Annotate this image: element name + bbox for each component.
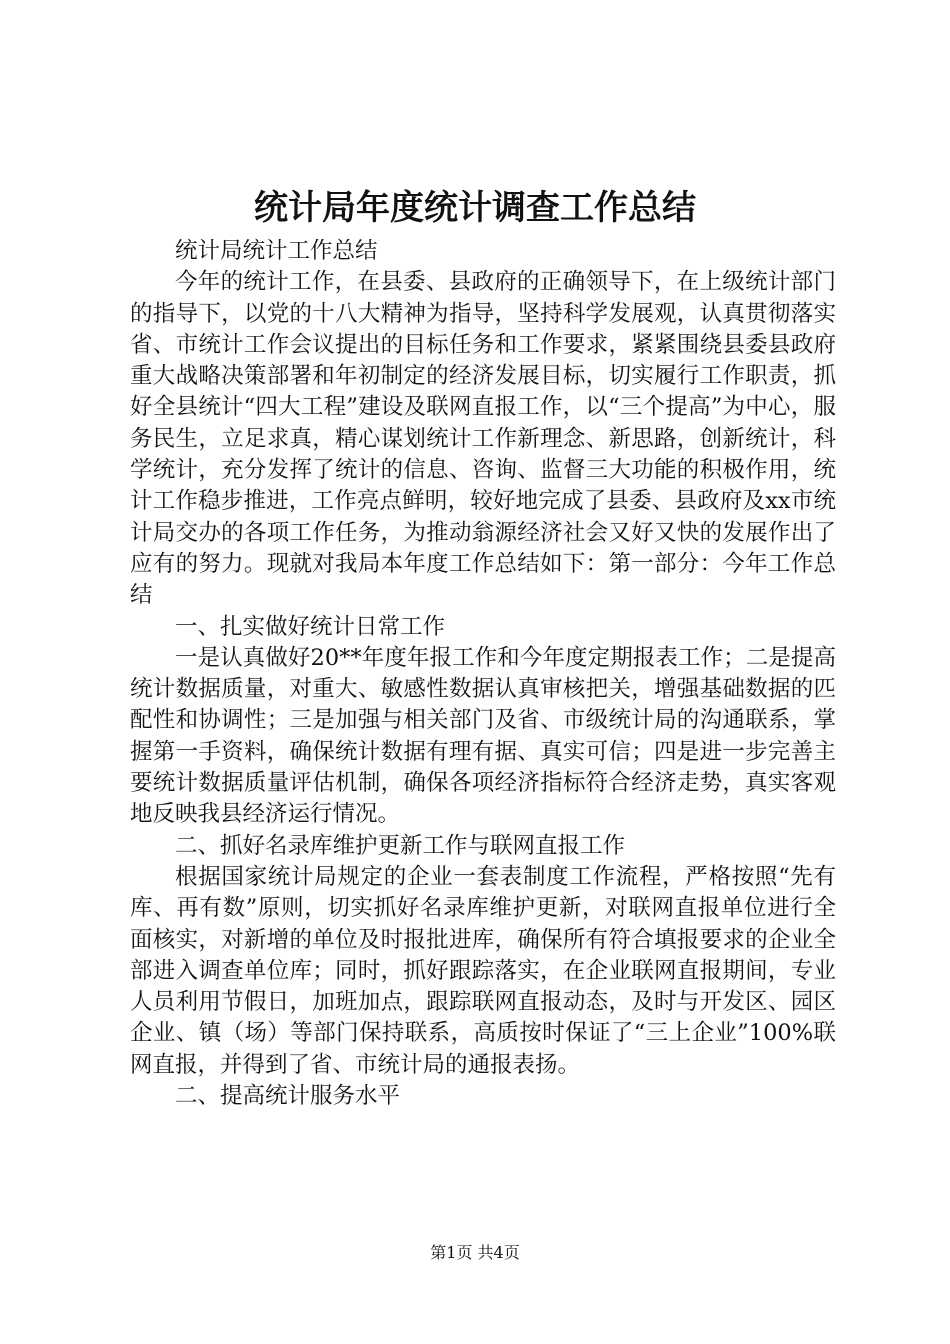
section-paragraph-1: 一是认真做好20**年度年报工作和今年度定期报表工作；二是提高统计数据质量，对重大、敏感性数据认真审核把关，增强基础数据的匹配性和协调性；三是加强与相关部门及省、市级统计局的沟通联系，掌握第一手资料，确保统计数据有理有据、真实可信；四是进一步完善主要统计数据质量评估机制，确保各项经济指标符合经济走势，真实客观地反映我县经济运行情况。	[130, 644, 836, 828]
section-heading-1: 一、扎实做好统计日常工作	[175, 613, 446, 640]
section-paragraph-2: 根据国家统计局规定的企业一套表制度工作流程，严格按照“先有库、再有数”原则，切实抓好名录库维护更新，对联网直报单位进行全面核实，对新增的单位及时报批进库，确保所有符合填报要求的企业全部进入调查单位库；同时，抓好跟踪落实，在企业联网直报期间，专业人员利用节假日，加班加点，跟踪联网直报动态，及时与开发区、园区企业、镇（场）等部门保持联系，高质按时保证了“三上企业”100%联网直报，并得到了省、市统计局的通报表扬。	[130, 863, 836, 1078]
intro-paragraph: 今年的统计工作，在县委、县政府的正确领导下，在上级统计部门的指导下，以党的十八大精神为指导，坚持科学发展观，认真贯彻落实省、市统计工作会议提出的目标任务和工作要求，紧紧围绕县委县政府重大战略决策部署和年初制定的经济发展目标，切实履行工作职责，抓好全县统计“四大工程”建设及联网直报工作，以“三个提高”为中心，服务民生，立足求真，精心谋划统计工作新理念、新思路，创新统计，科学统计，充分发挥了统计的信息、咨询、监督三大功能的积极作用，统计工作稳步推进，工作亮点鲜明，较好地完成了县委、县政府及xx市统计局交办的各项工作任务，为推动翁源经济社会又好又快的发展作出了应有的努力。现就对我局本年度工作总结如下：第一部分：今年工作总结	[130, 269, 836, 609]
document-title: 统计局年度统计调查工作总结	[254, 188, 696, 228]
subtitle-paragraph: 统计局统计工作总结	[175, 238, 378, 264]
page-footer: 第1页 共4页	[430, 1243, 520, 1262]
section-heading-3: 二、提高统计服务水平	[175, 1083, 401, 1110]
section-heading-2: 二、抓好名录库维护更新工作与联网直报工作	[175, 832, 626, 859]
document-body	[130, 236, 836, 1112]
